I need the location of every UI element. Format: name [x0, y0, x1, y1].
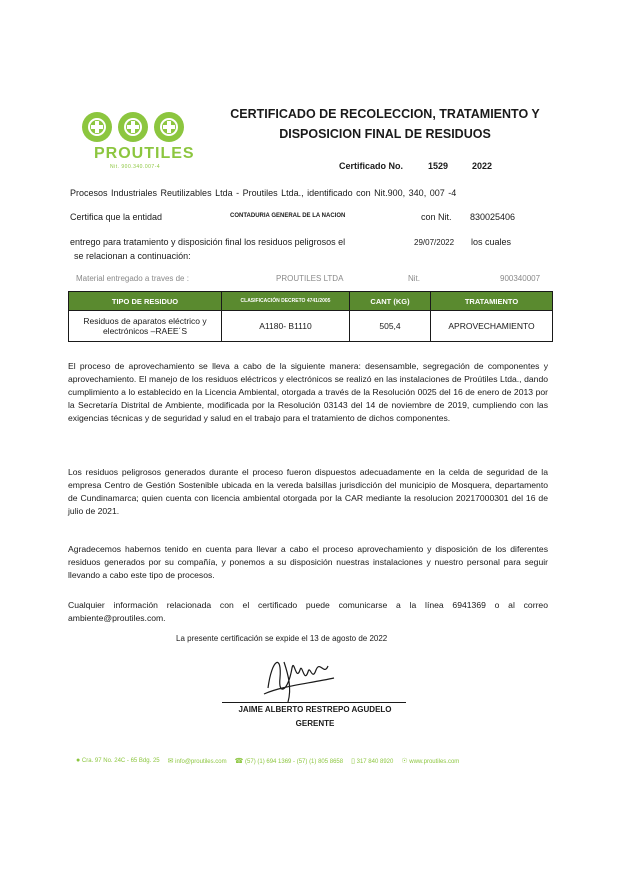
table-row [69, 311, 553, 342]
header-tipo: TIPO DE RESIDUO [69, 292, 222, 311]
email-icon: ✉ [167, 758, 174, 765]
logo-circle-icon [154, 112, 184, 142]
cell-tratamiento: APROVECHAMIENTO [431, 311, 553, 342]
signature-line [222, 702, 406, 703]
footer-address: ● Cra. 97 No. 24C - 65 Bdg. 25 [76, 757, 160, 764]
footer-phones: ☎ (57) (1) 694 1369 - (57) (1) 805 8658 [234, 758, 344, 765]
paragraph-process: El proceso de aprovechamiento se lleva a cabo de la siguiente manera: desensamble, segregación de componentes y aprovechamiento. El manejo de los residuos eléctricos y electrónicos se realizó en las instalaciones de Proútiles Ltda., dando cumplimiento a lo establecido en la Licencia Ambiental, otorgada a través de la Resolución 0025 del 16 de enero de 2013 por la Secretaría Distrital de Ambiente, modificada por la Resolución 03143 del 14 de noviembre de 2019, cumpliendo con las exigencias técnicas y de seguridad y salud en el trabajo para el tratamiento de dichos componentes. [68, 361, 548, 423]
issuer-line: Procesos Industriales Reutilizables Ltda - Proutiles Ltda., identificado con Nit.900, 340, 007 -4 [70, 188, 457, 198]
paragraph-contact: Cualquier información relacionada con el certificado puede comunicarse a la línea 6941369 o al correo ambiente@proutiles.com. [68, 600, 548, 623]
material-nit: 900340007 [500, 274, 541, 283]
certificate-number: 1529 [428, 161, 449, 171]
delivery-text: entrego para tratamiento y disposición final los residuos peligrosos el [70, 237, 346, 247]
cell-cantidad: 505,4 [350, 311, 431, 342]
delivery-date: 29/07/2022 [414, 238, 455, 247]
logo-name: PROUTILES [94, 145, 195, 162]
paragraph-thanks: Agradecemos habernos tenido en cuenta para llevar a cabo el proceso aprovechamiento y disposición de los diferentes residuos generados por su compañía, y ponemos a su disposición nuestras instalaciones y nuestro personal para seguir llevando a cabo este tipo de procesos. [68, 544, 548, 580]
entity-nit: 830025406 [470, 212, 516, 222]
location-icon: ● [76, 757, 81, 764]
material-nit-label: Nit. [408, 274, 420, 283]
signer-name: JAIME ALBERTO RESTREPO AGUDELO [238, 705, 392, 714]
logo-nit: Nit. 900.340.007-4 [110, 164, 161, 170]
globe-icon: ☉ [401, 758, 408, 765]
header-clasificacion: CLASIFICACIÓN DECRETO 4741/2005 [222, 292, 350, 311]
header-cantidad: CANT (KG) [350, 292, 431, 311]
title-line-2: DISPOSICION FINAL DE RESIDUOS [279, 127, 491, 141]
material-company: PROUTILES LTDA [276, 274, 344, 283]
cell-clasificacion: A1180- B1110 [222, 311, 350, 342]
signer-role: GERENTE [295, 719, 335, 728]
entity-nit-label: con Nit. [421, 212, 452, 222]
certificate-label: Certificado No. [339, 161, 404, 171]
header-tratamiento: TRATAMIENTO [431, 292, 553, 311]
certificate-year: 2022 [472, 161, 493, 171]
title-line-1: CERTIFICADO DE RECOLECCION, TRATAMIENTO Y [230, 107, 540, 121]
company-logo [80, 112, 200, 174]
logo-circle-icon [118, 112, 148, 142]
logo-circle-icon [82, 112, 112, 142]
material-label: Material entregado a traves de : [76, 274, 189, 283]
certifies-label: Certifica que la entidad [70, 212, 163, 222]
mobile-icon: ▯ [351, 758, 355, 765]
waste-table [68, 291, 553, 342]
footer [76, 757, 536, 765]
document-title [200, 104, 570, 144]
footer-mobile: ▯ 317 840 8920 [351, 758, 394, 765]
phone-icon: ☎ [234, 758, 244, 765]
footer-email[interactable]: ✉ info@proutiles.com [167, 758, 227, 765]
delivery-suffix: los cuales [471, 237, 512, 247]
signature-scribble [258, 648, 338, 704]
cell-tipo: Residuos de aparatos eléctrico y electrónicos –RAEE´S [69, 311, 222, 342]
table-header-row [69, 292, 553, 311]
paragraph-disposal: Los residuos peligrosos generados durante el proceso fueron dispuestos adecuadamente en la celda de seguridad de la empresa Centro de Gestión Sostenible ubicada en la vereda balsillas jurisdicción del municipio de Mosquera, departamento de Cundinamarca; quien cuenta con licencia ambiental otorgada por la CAR mediante la resolucion 20217000301 del 16 de julio de 2021. [68, 467, 548, 516]
delivery-line-2: se relacionan a continuación: [74, 251, 191, 261]
issue-line: La presente certificación se expide el 13 de agosto de 2022 [176, 634, 388, 643]
footer-web[interactable]: ☉ www.proutiles.com [401, 758, 460, 765]
entity-name: CONTADURIA GENERAL DE LA NACION [230, 213, 346, 219]
